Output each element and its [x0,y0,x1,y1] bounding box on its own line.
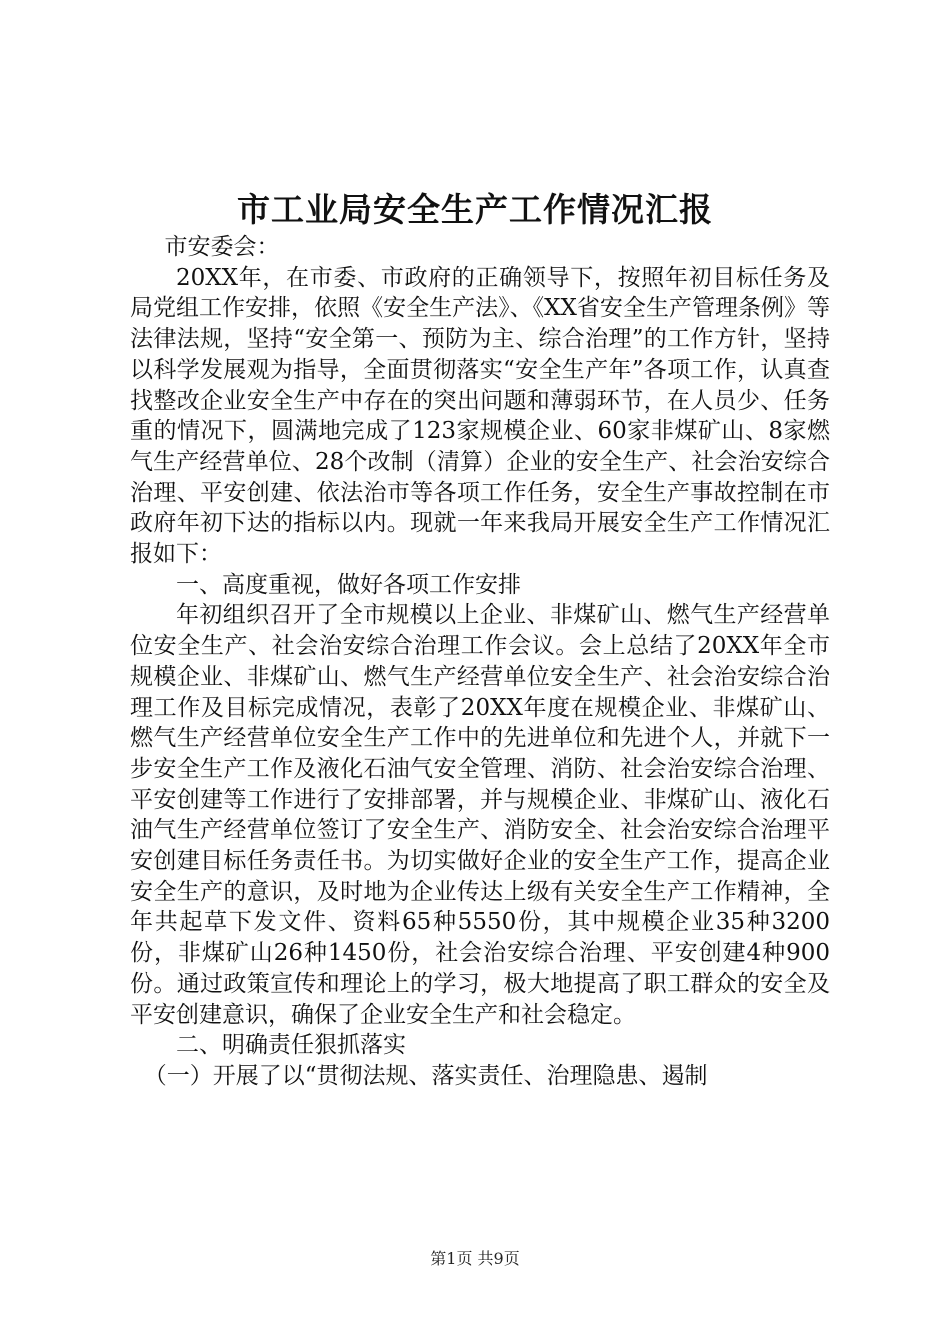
subsection-1-paragraph: （一）开展了以“贯彻法规、落实责任、治理隐患、遏制 [143,1062,708,1089]
section-1-paragraph: 年初组织召开了全市规模以上企业、非煤矿山、燃气生产经营单位安全生产、社会治安综合治理工作会议。会上总结了20XX年全市规模企业、非煤矿山、燃气生产经营单位安全生产、社会治安综合治理工作及目标完成情况，表彰了20XX年度在规模企业、非煤矿山、燃气生产经营单位安全生产工作中的先进单位和先进个人，并就下一步安全生产工作及液化石油气安全管理、消防、社会治安综合治理、平安创建等工作进行了安排部署，并与规模企业、非煤矿山、液化石油气生产经营单位签订了安全生产、消防安全、社会治安综合治理平安创建目标任务责任书。为切实做好企业的安全生产工作，提高企业安全生产的意识，及时地为企业传达上级有关安全生产工作精神，全年共起草下发文件、资料65种5550份，其中规模企业35种3200份，非煤矿山26种1450份，社会治安综合治理、平安创建4种900份。通过政策宣传和理论上的学习，极大地提高了职工群众的安全及平安创建意识，确保了企业安全生产和社会稳定。 [130,602,830,1028]
salutation: 市安委会： [164,234,280,260]
document-title: 市工业局安全生产工作情况汇报 [237,190,713,229]
section-heading-1: 一、高度重视，做好各项工作安排 [176,571,521,598]
document-body [130,232,830,1092]
section-heading-2: 二、明确责任狠抓落实 [176,1032,406,1059]
page-footer [0,1246,950,1269]
intro-paragraph: 20XX年，在市委、市政府的正确领导下，按照年初目标任务及局党组工作安排，依照《安全生产法》、《XX省安全生产管理条例》等法律法规，坚持“安全第一、预防为主、综合治理”的工作方针，坚持以科学发展观为指导，全面贯彻落实“安全生产年”各项工作，认真查找整改企业安全生产中存在的突出问题和薄弱环节，在人员少、任务重的情况下，圆满地完成了123家规模企业、60家非煤矿山、8家燃气生产经营单位、28个改制（清算）企业的安全生产、社会治安综合治理、平安创建、依法治市等各项工作任务，安全生产事故控制在市政府年初下达的指标以内。现就一年来我局开展安全生产工作情况汇报如下： [130,264,830,568]
page-indicator: 第1页 共9页 [430,1249,520,1268]
